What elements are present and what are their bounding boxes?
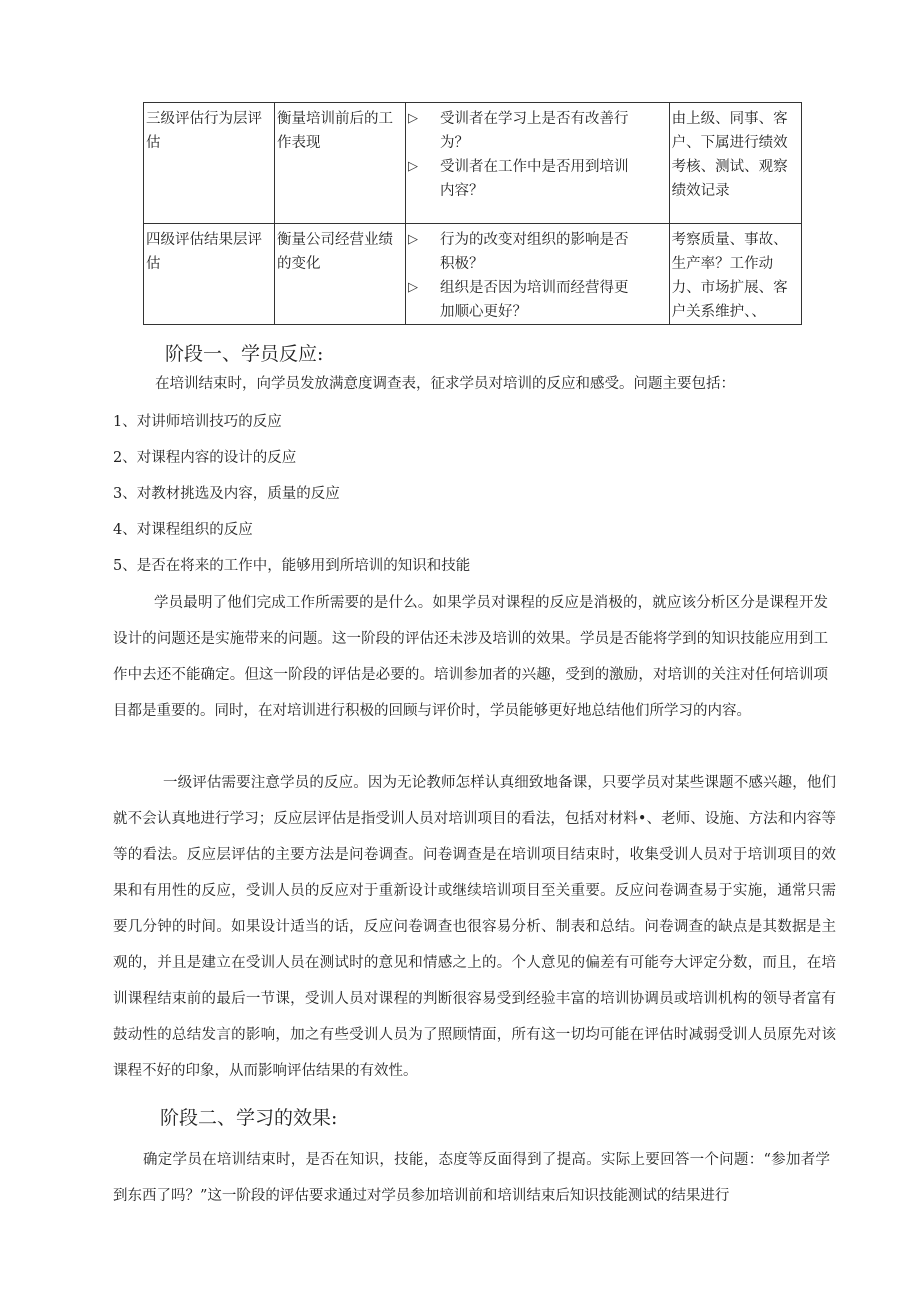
level-line: 估 <box>146 135 161 151</box>
description-cell <box>275 224 406 325</box>
level-line: 三级评估行为层评 <box>146 111 262 127</box>
stage1-heading: 阶段一、学员反应: <box>165 343 324 365</box>
arrow-bullet-icon: ▷ <box>408 111 418 126</box>
question-line: 组织是否因为培训而经营得更 <box>440 280 629 296</box>
question-item <box>408 276 667 324</box>
question-line: 积极？ <box>440 256 484 272</box>
stage1-intro: 在培训结束时，向学员发放满意度调查表，征求学员对培训的反应和感受。问题主要包括： <box>155 376 735 392</box>
questions-cell <box>406 103 670 224</box>
stage1-paragraph: 一级评估需要注意学员的反应。因为无论教师怎样认真细致地备课，只要学员对某些课题不感兴趣，他们就不会认真地进行学习；反应层评估是指受训人员对培训项目的看法，包括对材料•、老师、设施、方法和内容等等的看法。反应层评估的主要方法是问卷调查。问卷调查是在培训项目结束时，收集受训人员对于培训项目的效果和有用性的反应，受训人员的反应对于重新设计或继续培训项目至关重要。反应问卷调查易于实施，通常只需要几分钟的时间。如果设计适当的话，反应问卷调查也很容易分析、制表和总结。问卷调查的缺点是其数据是主观的，并且是建立在受训人员在测试时的意见和情感之上的。个人意见的偏差有可能夸大评定分数，而且，在培训课程结束前的最后一节课，受训人员对课程的判断很容易受到经验丰富的培训协调员或培训机构的领导者富有鼓动性的总结发言的影响，加之有些受训人员为了照顾情面，所有这一切均可能在评估时减弱受训人员原先对该课程不好的印象，从而影响评估结果的有效性。 <box>113 775 836 1079</box>
description-line: 作表现 <box>277 135 321 151</box>
description-line: 衡量公司经营业绩 <box>277 232 393 248</box>
list-item: 2、对课程内容的设计的反应 <box>113 450 297 466</box>
list-item: 1、对讲师培训技巧的反应 <box>113 414 282 430</box>
stage1-paragraph: 学员最明了他们完成工作所需要的是什么。如果学员对课程的反应是消极的，就应该分析区分是课程开发设计的问题还是实施带来的问题。这一阶段的评估还未涉及培训的效果。学员是否能将学到的知识技能应用到工作中去还不能确定。但这一阶段的评估是必要的。培训参加者的兴趣，受到的激励，对培训的关注对任何培训项目都是重要的。同时，在对培训进行积极的回顾与评价时，学员能够更好地总结他们所学习的内容。 <box>113 595 828 719</box>
question-item <box>408 155 667 203</box>
table-row <box>144 103 802 224</box>
question-item <box>408 107 667 155</box>
level-cell <box>144 103 275 224</box>
question-line: 为？ <box>440 135 469 151</box>
method-line: 绩效记录 <box>671 183 730 199</box>
method-line: 考核、测试、观察 <box>671 159 788 175</box>
stage2-paragraph: 确定学员在培训结束时，是否在知识，技能，态度等反面得到了提高。实际上要回答一个问题：“参加者学到东西了吗？”这一阶段的评估要求通过对学员参加培训前和培训结束后知识技能测试的结果进行 <box>113 1152 830 1204</box>
method-line: 力、市场扩展、客 <box>671 280 788 296</box>
level-line: 估 <box>146 256 161 272</box>
question-line: 内容？ <box>440 183 484 199</box>
method-cell <box>669 224 801 325</box>
method-line: 生产率？工作动 <box>671 256 774 272</box>
question-line: 行为的改变对组织的影响是否 <box>440 232 629 248</box>
question-item <box>408 228 667 276</box>
method-cell <box>669 103 801 224</box>
arrow-bullet-icon: ▷ <box>408 232 418 247</box>
list-item: 4、对课程组织的反应 <box>113 522 253 538</box>
method-line: 户关系维护、、 <box>671 304 766 320</box>
method-line: 考察质量、事故、 <box>671 232 788 248</box>
method-line: 由上级、同事、客 <box>671 111 788 127</box>
table-row <box>144 224 802 325</box>
questions-cell <box>406 224 670 325</box>
list-item: 5、是否在将来的工作中，能够用到所培训的知识和技能 <box>113 558 471 574</box>
stage2-heading: 阶段二、学习的效果: <box>160 1107 338 1129</box>
list-item: 3、对教材挑选及内容，质量的反应 <box>113 486 340 502</box>
question-line: 受训者在工作中是否用到培训 <box>440 159 629 175</box>
description-cell <box>275 103 406 224</box>
arrow-bullet-icon: ▷ <box>408 159 418 174</box>
arrow-bullet-icon: ▷ <box>408 280 418 295</box>
description-line: 衡量培训前后的工 <box>277 111 393 127</box>
question-line: 加顺心更好？ <box>440 304 527 320</box>
evaluation-table <box>143 102 802 325</box>
question-line: 受训者在学习上是否有改善行 <box>440 111 629 127</box>
method-line: 户、下属进行绩效 <box>671 135 788 151</box>
description-line: 的变化 <box>277 256 321 272</box>
level-cell <box>144 224 275 325</box>
level-line: 四级评估结果层评 <box>146 232 262 248</box>
